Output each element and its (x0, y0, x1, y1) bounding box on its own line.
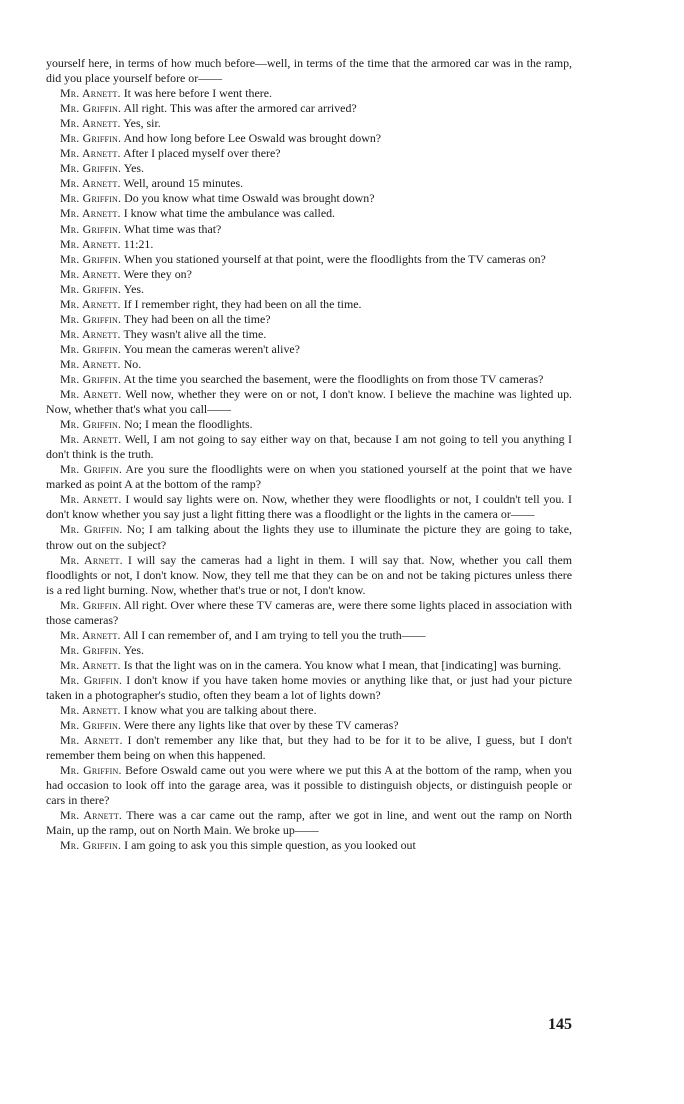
speaker-name: Mr. Griffin. (60, 417, 122, 432)
speech-text: What time was that? (123, 221, 222, 236)
speech-text: No; I am talking about the lights they use to illuminate the picture they are going to take, throw out on the subject? (46, 522, 572, 552)
speech-text: Well, I am not going to say either way on that, because I am not going to tell you anything I don't think is the truth. (46, 432, 573, 462)
speaker-name: Mr. Griffin. (60, 763, 122, 778)
testimony-paragraph (46, 357, 572, 372)
testimony-paragraph (46, 763, 572, 808)
testimony-paragraph (46, 282, 572, 297)
speaker-name: Mr. Arnett. (60, 808, 123, 823)
speaker-name: Mr. Griffin. (60, 161, 122, 176)
speech-text: It was here before I went there. (123, 86, 272, 101)
speaker-name: Mr. Griffin. (60, 838, 122, 853)
speaker-name: Mr. Griffin. (60, 251, 122, 266)
speaker-name: Mr. Arnett. (60, 236, 121, 251)
testimony-paragraph (46, 267, 572, 282)
speaker-name: Mr. Griffin. (60, 341, 122, 356)
speech-text: No. (123, 356, 142, 371)
speech-text: yourself here, in terms of how much before—well, in terms of the time that the armored car was in the ramp, did you place yourself before or—— (46, 56, 572, 86)
speaker-name: Mr. Griffin. (60, 462, 123, 477)
testimony-paragraph (46, 462, 572, 492)
continued-paragraph (46, 56, 572, 86)
speaker-name: Mr. Griffin. (60, 221, 122, 236)
testimony-paragraph (46, 342, 572, 357)
speech-text: I know what time the ambulance was called. (123, 206, 336, 221)
speaker-name: Mr. Arnett. (60, 296, 121, 311)
speech-text: Before Oswald came out you were where we put this A at the bottom of the ramp, when you had occasion to look off into the garage area, was it possible to distinguish objects, or distinguish people or cars in there? (46, 763, 573, 808)
speaker-name: Mr. Arnett. (60, 206, 121, 221)
testimony-paragraph (46, 432, 572, 462)
testimony-paragraph (46, 146, 572, 161)
speech-text: Were they on? (123, 266, 192, 281)
page-number: 145 (548, 1016, 572, 1033)
transcript-body (46, 56, 572, 853)
testimony-paragraph (46, 658, 572, 673)
speaker-name: Mr. Griffin. (60, 522, 123, 537)
testimony-paragraph (46, 553, 572, 598)
speaker-name: Mr. Arnett. (60, 432, 122, 447)
testimony-paragraph (46, 86, 572, 101)
speaker-name: Mr. Griffin. (60, 672, 123, 687)
testimony-paragraph (46, 703, 572, 718)
speaker-name: Mr. Arnett. (60, 116, 121, 131)
speaker-name: Mr. Arnett. (60, 627, 121, 642)
speaker-name: Mr. Arnett. (60, 266, 121, 281)
speech-text: Yes. (123, 281, 144, 296)
speaker-name: Mr. Arnett. (60, 492, 122, 507)
speech-text: If I remember right, they had been on all the time. (123, 296, 362, 311)
speaker-name: Mr. Griffin. (60, 718, 122, 733)
testimony-paragraph (46, 808, 572, 838)
speech-text: They had been on all the time? (123, 311, 271, 326)
speaker-name: Mr. Arnett. (60, 703, 121, 718)
speaker-name: Mr. Arnett. (60, 326, 121, 341)
speaker-name: Mr. Arnett. (60, 146, 121, 161)
speech-text: They wasn't alive all the time. (123, 326, 267, 341)
speaker-name: Mr. Griffin. (60, 191, 122, 206)
testimony-paragraph (46, 372, 572, 387)
speech-text: Do you know what time Oswald was brought down? (124, 191, 375, 206)
speech-text: I would say lights were on. Now, whether they were floodlights or not, I couldn't tell you. I don't know whether you say just a light fitting there was a floodlight or the lights in the camera or—— (46, 492, 572, 522)
testimony-paragraph (46, 206, 572, 221)
speech-text: Yes, sir. (123, 116, 161, 131)
speaker-name: Mr. Griffin. (60, 597, 122, 612)
testimony-paragraph (46, 116, 572, 131)
speaker-name: Mr. Arnett. (60, 657, 121, 672)
testimony-paragraph (46, 222, 572, 237)
speaker-name: Mr. Arnett. (60, 387, 122, 402)
testimony-paragraph (46, 191, 572, 206)
speech-text: Are you sure the floodlights were on when you stationed yourself at the point that we have marked as point A at the bottom of the ramp? (46, 462, 572, 492)
speech-text: I don't remember any like that, but they had to be for it to be alive, I guess, but I don't remember them being on when this happened. (46, 733, 572, 763)
speaker-name: Mr. Arnett. (60, 552, 123, 567)
testimony-paragraph (46, 838, 572, 853)
testimony-paragraph (46, 598, 572, 628)
testimony-paragraph (46, 327, 572, 342)
speaker-name: Mr. Griffin. (60, 281, 122, 296)
speech-text: Well now, whether they were on or not, I don't know. I believe the machine was lighted up. Now, whether that's what you call—— (46, 387, 572, 417)
speech-text: No; I mean the floodlights. (124, 417, 253, 432)
testimony-paragraph (46, 237, 572, 252)
speaker-name: Mr. Arnett. (60, 733, 123, 748)
testimony-paragraph (46, 252, 572, 267)
speech-text: Is that the light was on in the camera. You know what I mean, that [indicating] was burning. (123, 657, 562, 672)
speech-text: All I can remember of, and I am trying to tell you the truth—— (123, 627, 426, 642)
speaker-name: Mr. Arnett. (60, 86, 121, 101)
speech-text: Were there any lights like that over by these TV cameras? (123, 718, 399, 733)
speech-text: I don't know if you have taken home movies or anything like that, or just had your picture taken in a photographer's studio, often they beam a lot of lights down? (46, 672, 572, 702)
speech-text: Yes. (123, 161, 144, 176)
speech-text: All right. Over where these TV cameras are, were there some lights placed in association with those cameras? (46, 597, 572, 627)
testimony-paragraph (46, 522, 572, 552)
speech-text: I know what you are talking about there. (123, 703, 317, 718)
testimony-paragraph (46, 643, 572, 658)
testimony-paragraph (46, 718, 572, 733)
speech-text: I will say the cameras had a light in them. I will say that. Now, whether you call them floodlights or not, I don't know. Now, they tell me that they can be on and not be taking pictures unless there is a red light burning. Now, whether that's true or not, I don't know. (46, 552, 572, 597)
testimony-paragraph (46, 176, 572, 191)
speaker-name: Mr. Griffin. (60, 642, 122, 657)
testimony-paragraph (46, 297, 572, 312)
speech-text: When you stationed yourself at that point, were the floodlights from the TV cameras on? (123, 251, 546, 266)
speaker-name: Mr. Griffin. (60, 101, 122, 116)
testimony-paragraph (46, 312, 572, 327)
speaker-name: Mr. Arnett. (60, 176, 121, 191)
speech-text: I am going to ask you this simple question, as you looked out (124, 838, 416, 853)
testimony-paragraph (46, 673, 572, 703)
speech-text: And how long before Lee Oswald was brought down? (123, 131, 382, 146)
speech-text: You mean the cameras weren't alive? (123, 341, 300, 356)
speech-text: Well, around 15 minutes. (123, 176, 244, 191)
testimony-paragraph (46, 131, 572, 146)
speech-text: There was a car came out the ramp, after we got in line, and went out the ramp on North Main, up the ramp, out on North Main. We broke up—— (46, 808, 572, 838)
speech-text: All right. This was after the armored car arrived? (123, 101, 357, 116)
speaker-name: Mr. Griffin. (60, 311, 122, 326)
speech-text: Yes. (123, 642, 144, 657)
testimony-paragraph (46, 101, 572, 116)
testimony-paragraph (46, 733, 572, 763)
speech-text: After I placed myself over there? (123, 146, 281, 161)
testimony-paragraph (46, 628, 572, 643)
speaker-name: Mr. Arnett. (60, 356, 121, 371)
speaker-name: Mr. Griffin. (60, 131, 122, 146)
testimony-paragraph (46, 417, 572, 432)
testimony-paragraph (46, 387, 572, 417)
speech-text: 11:21. (123, 236, 154, 251)
speaker-name: Mr. Griffin. (60, 371, 122, 386)
testimony-paragraph (46, 492, 572, 522)
speech-text: At the time you searched the basement, were the floodlights on from those TV cameras? (123, 371, 544, 386)
testimony-paragraph (46, 161, 572, 176)
